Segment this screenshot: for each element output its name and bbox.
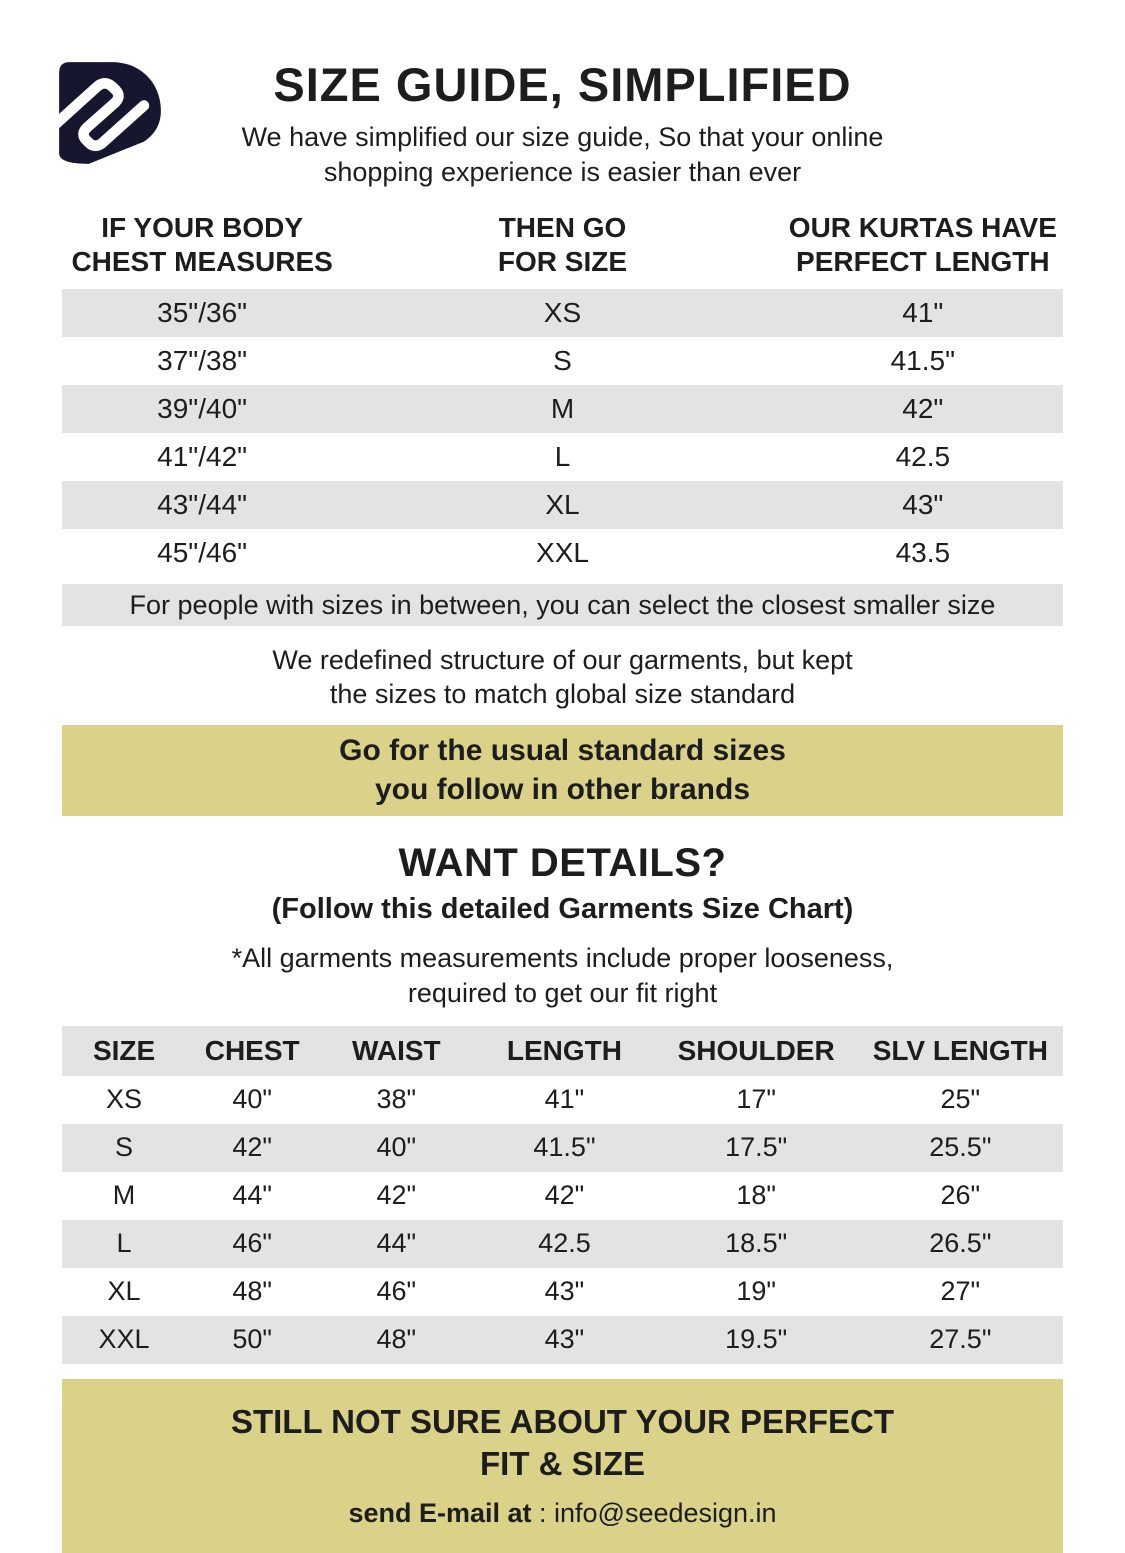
contact-email-label: send E-mail at [348,1497,532,1528]
chest-cell: 44" [232,1180,272,1211]
looseness-note-line1: *All garments measurements include proper looseness, [231,943,894,974]
col-header-kurta-length-line2: PERFECT LENGTH [796,246,1050,278]
between-sizes-note: For people with sizes in between, you can select the closest smaller size [62,584,1063,626]
col-header-shoulder: SHOULDER [677,1034,835,1066]
slv-length-cell: 27.5" [929,1324,992,1355]
shoulder-cell: 18" [736,1180,776,1211]
size-cell: S [553,345,572,377]
col-header-kurta-length-line1: OUR KURTAS HAVE [788,212,1057,244]
chest-cell: 42" [232,1132,272,1163]
table-row [62,481,1063,529]
details-subheading: (Follow this detailed Garments Size Chart) [271,893,854,926]
table-row [62,529,1063,577]
shoulder-cell: 18.5" [725,1228,788,1259]
table-row [62,1124,1063,1172]
size-cell: L [116,1228,132,1259]
length-cell: 43" [544,1324,585,1355]
slv-length-cell: 25.5" [929,1132,992,1163]
shoulder-cell: 19.5" [725,1324,788,1355]
structure-note [62,643,1063,711]
shoulder-cell: 17" [736,1084,776,1115]
table-row [62,289,1063,337]
structure-note-line2: the sizes to match global size standard [329,679,796,710]
page-subtitle-line1: We have simplified our size guide, So that your online [241,122,884,153]
size-cell: XXL [98,1324,150,1355]
waist-cell: 44" [376,1228,417,1259]
table-row [62,1076,1063,1124]
detailed-size-table [62,1026,1063,1364]
standard-sizes-banner-line1: Go for the usual standard sizes [339,734,786,768]
length-cell: 41" [902,297,944,329]
chest-cell: 50" [232,1324,272,1355]
col-header-size: SIZE [92,1034,156,1066]
chest-cell: 45"/46" [157,537,248,569]
slv-length-cell: 27" [940,1276,981,1307]
contact-banner-line1: STILL NOT SURE ABOUT YOUR PERFECT [230,1402,895,1440]
slv-length-cell: 25" [940,1084,981,1115]
contact-banner-line2: FIT & SIZE [480,1444,645,1482]
col-header-length: LENGTH [506,1034,623,1066]
length-cell: 43" [544,1276,585,1307]
table-row [62,337,1063,385]
col-header-slv-length: SLV LENGTH [872,1034,1048,1066]
length-cell: 42" [902,393,944,425]
contact-email-line [62,1498,1063,1529]
size-cell: XL [545,489,580,521]
page-subtitle-line2: shopping experience is easier than ever [323,156,802,187]
brand-logo-icon [57,60,163,166]
chest-cell: 48" [232,1276,272,1307]
page-title: SIZE GUIDE, SIMPLIFIED [273,58,852,111]
size-cell: XS [543,297,582,329]
contact-banner [62,1379,1063,1553]
chest-cell: 39"/40" [157,393,248,425]
table-row [62,1268,1063,1316]
waist-cell: 48" [376,1324,417,1355]
contact-email: : info@seedesign.in [531,1497,777,1528]
waist-cell: 40" [376,1132,417,1163]
col-header-go-for-size [342,211,782,279]
size-cell: S [115,1132,134,1163]
col-header-body-chest-line2: CHEST MEASURES [71,246,333,278]
size-cell: M [550,393,575,425]
col-header-body-chest-line1: IF YOUR BODY [101,212,303,244]
table-row [62,433,1063,481]
detailed-table-header [62,1026,1063,1076]
standard-sizes-banner-line2: you follow in other brands [375,773,750,807]
header [62,58,1063,189]
standard-sizes-banner [62,725,1063,816]
length-cell: 42.5 [895,441,951,473]
chest-cell: 41"/42" [157,441,248,473]
chest-cell: 37"/38" [157,345,248,377]
col-header-body-chest [62,211,342,279]
length-cell: 42.5 [538,1228,591,1259]
length-cell: 42" [544,1180,585,1211]
waist-cell: 46" [376,1276,417,1307]
want-details-heading: WANT DETAILS? [398,841,727,886]
chest-cell: 40" [232,1084,272,1115]
size-cell: L [554,441,571,473]
shoulder-cell: 19" [736,1276,776,1307]
chest-cell: 43"/44" [157,489,248,521]
table-row [62,1172,1063,1220]
looseness-note [62,941,1063,1009]
length-cell: 43.5 [895,537,951,569]
table-row [62,1220,1063,1268]
chest-cell: 46" [232,1228,272,1259]
page-subtitle [62,120,1063,189]
length-cell: 41.5" [533,1132,596,1163]
structure-note-line1: We redefined structure of our garments, but kept [272,645,853,676]
size-cell: M [112,1180,136,1211]
size-cell: XXL [536,537,589,569]
size-cell: XS [106,1084,143,1115]
chest-cell: 35"/36" [157,297,248,329]
waist-cell: 38" [376,1084,417,1115]
length-cell: 43" [902,489,944,521]
col-header-kurta-length [783,211,1063,279]
col-header-go-for-size-line2: FOR SIZE [497,246,628,278]
table-row [62,385,1063,433]
length-cell: 41.5" [890,345,956,377]
waist-cell: 42" [376,1180,417,1211]
shoulder-cell: 17.5" [725,1132,788,1163]
col-header-chest: CHEST [204,1034,300,1066]
col-header-go-for-size-line1: THEN GO [498,212,627,244]
simple-size-table [62,289,1063,626]
col-header-waist: WAIST [351,1034,441,1066]
simple-table-header [62,211,1063,279]
slv-length-cell: 26.5" [929,1228,992,1259]
slv-length-cell: 26" [940,1180,981,1211]
table-row [62,1316,1063,1364]
size-cell: XL [107,1276,141,1307]
length-cell: 41" [544,1084,585,1115]
looseness-note-line2: required to get our fit right [407,977,718,1008]
